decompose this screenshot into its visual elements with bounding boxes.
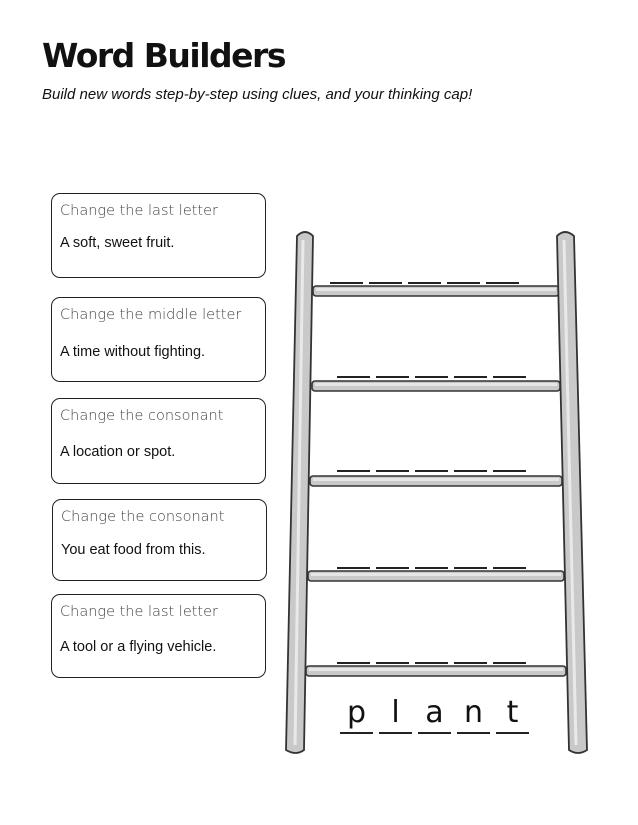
ladder-rung-5 bbox=[306, 666, 566, 676]
letter-blank[interactable] bbox=[337, 340, 370, 378]
letter-blank[interactable] bbox=[454, 434, 487, 472]
letter-blank[interactable] bbox=[376, 340, 409, 378]
letter-blank[interactable] bbox=[454, 626, 487, 664]
clue-instruction: Change the last letter bbox=[60, 203, 218, 219]
letter-blank[interactable] bbox=[493, 340, 526, 378]
clue-text: A soft, sweet fruit. bbox=[60, 235, 175, 251]
letter-blank[interactable] bbox=[415, 626, 448, 664]
answer-row-5 bbox=[337, 624, 537, 664]
letter-blank[interactable] bbox=[415, 434, 448, 472]
start-word-row bbox=[340, 694, 540, 734]
clue-instruction: Change the consonant bbox=[61, 509, 225, 525]
ladder-rung-3 bbox=[310, 476, 562, 486]
clue-text: You eat food from this. bbox=[61, 542, 206, 558]
answer-row-4 bbox=[337, 529, 537, 569]
start-letter: l bbox=[379, 696, 412, 734]
ladder-rung-4 bbox=[308, 571, 564, 581]
letter-blank[interactable] bbox=[376, 531, 409, 569]
letter-blank[interactable] bbox=[493, 434, 526, 472]
page-subtitle: Build new words step-by-step using clues, and your thinking cap! bbox=[42, 86, 473, 103]
letter-blank[interactable] bbox=[408, 246, 441, 284]
clue-instruction: Change the consonant bbox=[60, 408, 224, 424]
page-title: Word Builders bbox=[42, 36, 285, 75]
clue-text: A time without fighting. bbox=[60, 344, 206, 360]
letter-blank[interactable] bbox=[369, 246, 402, 284]
answer-row-2 bbox=[337, 338, 537, 378]
letter-blank[interactable] bbox=[330, 246, 363, 284]
answer-row-3 bbox=[337, 432, 537, 472]
letter-blank[interactable] bbox=[376, 626, 409, 664]
start-letter: t bbox=[496, 696, 529, 734]
start-letter: n bbox=[457, 696, 490, 734]
letter-blank[interactable] bbox=[454, 531, 487, 569]
letter-blank[interactable] bbox=[415, 531, 448, 569]
clue-text: A tool or a flying vehicle. bbox=[60, 639, 217, 655]
clue-instruction: Change the middle letter bbox=[60, 307, 242, 323]
letter-blank[interactable] bbox=[486, 246, 519, 284]
letter-blank[interactable] bbox=[337, 626, 370, 664]
letter-blank[interactable] bbox=[454, 340, 487, 378]
clue-instruction: Change the last letter bbox=[60, 604, 218, 620]
letter-blank[interactable] bbox=[415, 340, 448, 378]
letter-blank[interactable] bbox=[376, 434, 409, 472]
letter-blank[interactable] bbox=[337, 531, 370, 569]
letter-blank[interactable] bbox=[493, 531, 526, 569]
letter-blank[interactable] bbox=[493, 626, 526, 664]
start-letter: a bbox=[418, 696, 451, 734]
start-letter: p bbox=[340, 696, 373, 734]
letter-blank[interactable] bbox=[337, 434, 370, 472]
letter-blank[interactable] bbox=[447, 246, 480, 284]
answer-row-1 bbox=[330, 244, 530, 284]
ladder-rung-1 bbox=[313, 286, 559, 296]
clue-text: A location or spot. bbox=[60, 444, 176, 460]
ladder-rung-2 bbox=[312, 381, 560, 391]
